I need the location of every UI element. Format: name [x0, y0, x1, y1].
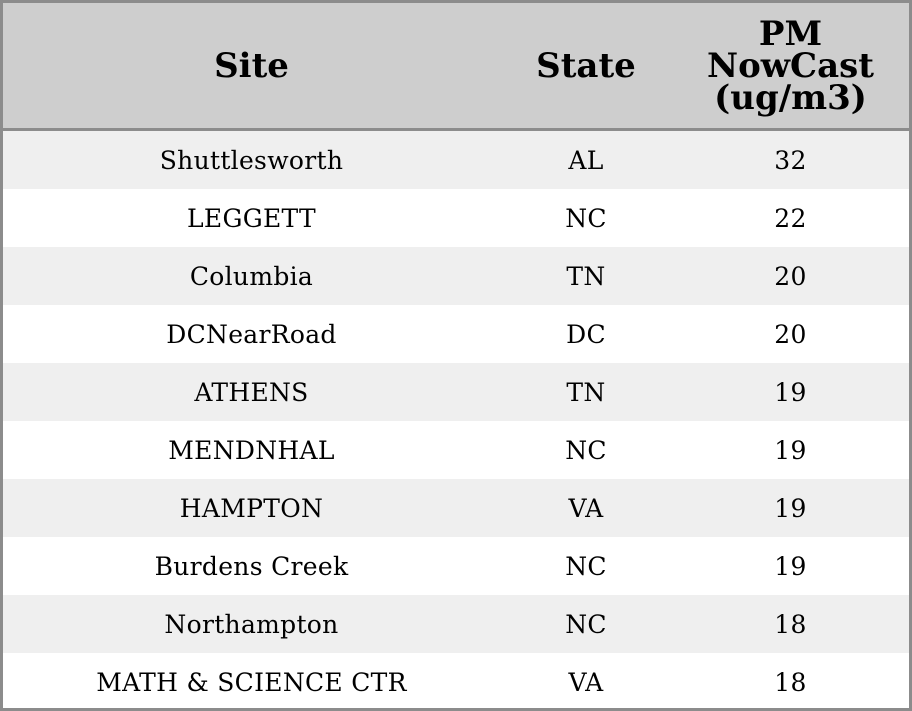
table-row: [3, 130, 909, 190]
cell-pm: 19: [672, 421, 909, 479]
cell-site: MENDNHAL: [3, 421, 500, 479]
cell-state: VA: [500, 479, 672, 537]
table-row: [3, 479, 909, 537]
table-row: [3, 537, 909, 595]
header-site: Site: [3, 3, 500, 130]
table-row: [3, 363, 909, 421]
header-pm-line-2: NowCast: [707, 45, 874, 86]
cell-pm: 32: [672, 130, 909, 190]
cell-site: Northampton: [3, 595, 500, 653]
header-pm-nowcast: [672, 3, 909, 130]
pm-nowcast-table: [3, 3, 909, 711]
cell-pm: 18: [672, 653, 909, 711]
header-pm-line-1: PM: [758, 13, 823, 54]
cell-pm: 22: [672, 189, 909, 247]
cell-pm: 19: [672, 479, 909, 537]
cell-state: NC: [500, 537, 672, 595]
cell-state: TN: [500, 363, 672, 421]
table-row: [3, 305, 909, 363]
header-state: State: [500, 3, 672, 130]
cell-state: AL: [500, 130, 672, 190]
cell-site: Burdens Creek: [3, 537, 500, 595]
cell-state: TN: [500, 247, 672, 305]
cell-state: NC: [500, 595, 672, 653]
cell-site: Columbia: [3, 247, 500, 305]
cell-state: NC: [500, 421, 672, 479]
table-row: [3, 595, 909, 653]
cell-site: LEGGETT: [3, 189, 500, 247]
cell-site: DCNearRoad: [3, 305, 500, 363]
cell-site: HAMPTON: [3, 479, 500, 537]
cell-pm: 20: [672, 247, 909, 305]
table-row: [3, 189, 909, 247]
cell-site: ATHENS: [3, 363, 500, 421]
table-header: [3, 3, 909, 130]
cell-pm: 18: [672, 595, 909, 653]
cell-pm: 20: [672, 305, 909, 363]
cell-state: VA: [500, 653, 672, 711]
cell-pm: 19: [672, 363, 909, 421]
cell-state: NC: [500, 189, 672, 247]
header-row: [3, 3, 909, 130]
cell-state: DC: [500, 305, 672, 363]
table-row: [3, 247, 909, 305]
table-row: [3, 653, 909, 711]
table-body: [3, 130, 909, 711]
cell-pm: 19: [672, 537, 909, 595]
table-row: [3, 421, 909, 479]
cell-site: Shuttlesworth: [3, 130, 500, 190]
cell-site: MATH & SCIENCE CTR: [3, 653, 500, 711]
header-pm-line-3: (ug/m3): [714, 77, 867, 118]
